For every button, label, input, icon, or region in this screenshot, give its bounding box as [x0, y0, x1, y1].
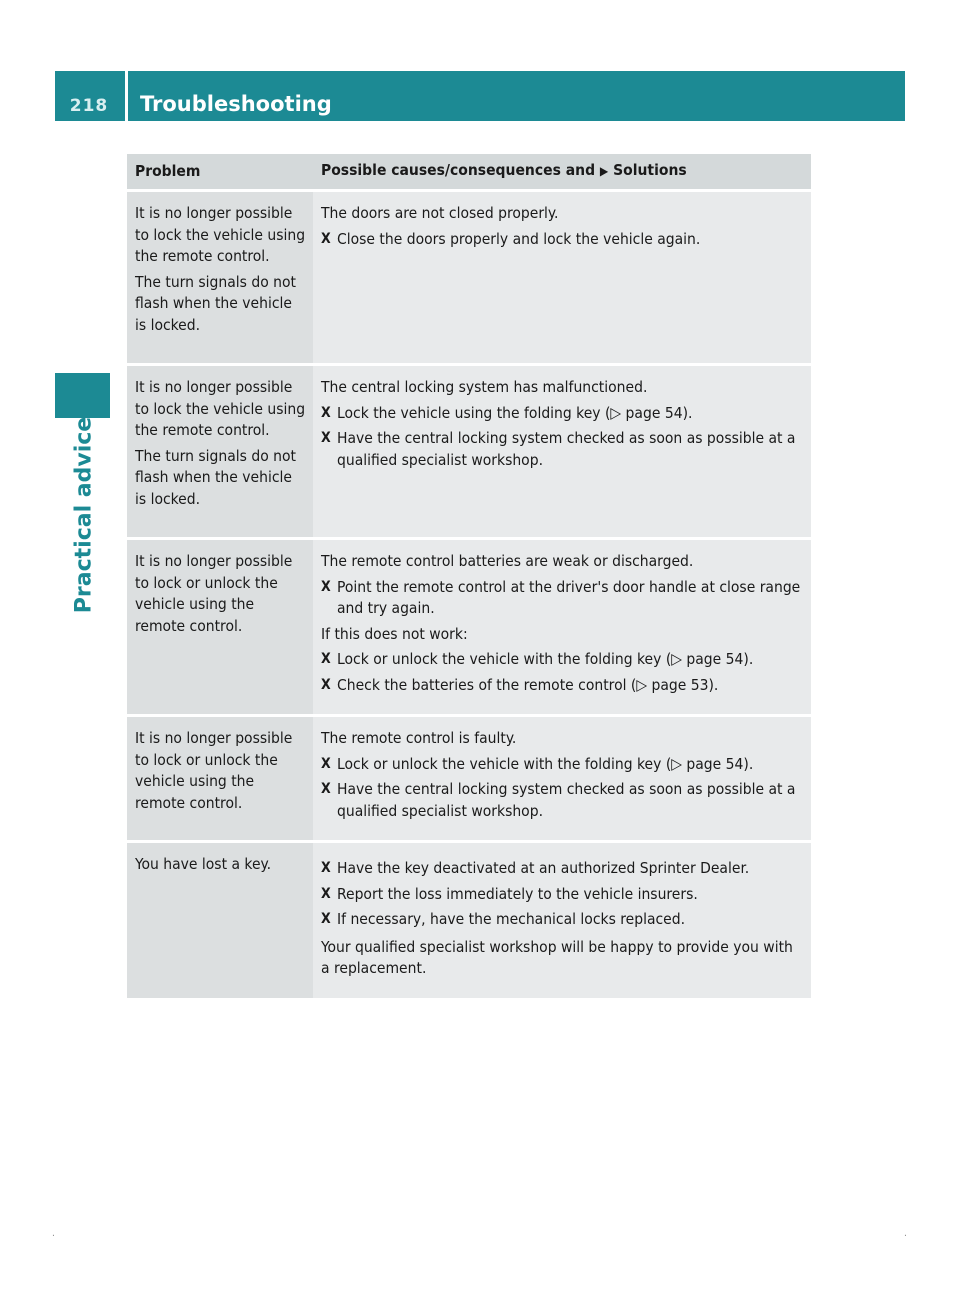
closing-text: Your qualified specialist workshop will be happy to provide you with a replacement.	[321, 937, 793, 977]
header-problem	[127, 154, 313, 191]
solution-step	[321, 577, 805, 620]
header-problem-label: Problem	[135, 161, 201, 180]
header-divider	[125, 71, 128, 121]
section-title: Troubleshooting	[140, 92, 332, 116]
troubleshooting-table	[127, 154, 811, 1001]
step-text: If necessary, have the mechanical locks replaced.	[337, 910, 686, 928]
table-header-row	[127, 154, 811, 191]
note-text: If this does not work:	[321, 624, 468, 643]
solution-step	[321, 649, 805, 671]
problem-cell	[127, 842, 313, 1000]
solution-step	[321, 858, 805, 880]
solution-cell	[313, 365, 811, 539]
play-arrow-icon: ▶	[599, 164, 609, 179]
solution-step	[321, 909, 805, 931]
problem-text: It is no longer possible to lock the vehicle using the remote control.	[135, 378, 306, 439]
step-marker-icon: X	[321, 651, 331, 667]
side-chapter-label	[64, 416, 104, 614]
header-solutions	[313, 154, 811, 191]
step-marker-icon: X	[321, 230, 331, 247]
side-chapter-text: Practical advice	[71, 416, 97, 614]
step-marker-icon: X	[321, 578, 331, 595]
step-text: Lock the vehicle using the folding key (▷ page 54).	[337, 403, 693, 422]
problem-text: It is no longer possible to lock the vehicle using the remote control.	[135, 204, 306, 265]
step-text: Lock or unlock the vehicle with the folding key (▷ page 54).	[337, 754, 754, 773]
solution-cell	[313, 539, 811, 716]
step-marker-icon: X	[321, 911, 331, 927]
table-row	[127, 842, 811, 1000]
step-text: Have the central locking system checked as soon as possible at a qualified specialist workshop.	[337, 429, 796, 469]
step-text: Lock or unlock the vehicle with the folding key (▷ page 54).	[337, 650, 754, 668]
header-solutions-suffix: Solutions	[613, 161, 687, 180]
step-marker-icon: X	[321, 676, 331, 693]
step-text: Check the batteries of the remote control (▷ page 53).	[337, 675, 719, 694]
table-row	[127, 716, 811, 842]
solution-step	[321, 428, 805, 471]
solution-cell	[313, 716, 811, 842]
solution-step	[321, 229, 805, 251]
cause-text: The remote control is faulty.	[321, 729, 517, 747]
problem-text: The turn signals do not flash when the vehicle is locked.	[135, 272, 296, 334]
problem-text: You have lost a key.	[135, 855, 272, 873]
step-text: Close the doors properly and lock the vehicle again.	[337, 229, 701, 248]
step-text: Have the key deactivated at an authorized Sprinter Dealer.	[337, 859, 750, 877]
problem-cell	[127, 539, 313, 716]
solution-cell	[313, 842, 811, 1000]
step-marker-icon: X	[321, 430, 331, 446]
problem-text: It is no longer possible to lock or unlock the vehicle using the remote control.	[135, 729, 293, 812]
step-marker-icon: X	[321, 885, 331, 902]
step-text: Have the central locking system checked as soon as possible at a qualified specialist workshop.	[337, 780, 796, 820]
footer-mark-left: .	[52, 1228, 55, 1239]
problem-cell	[127, 716, 313, 842]
table-row	[127, 191, 811, 365]
solution-step	[321, 779, 805, 822]
solution-step	[321, 675, 805, 697]
side-tab-marker	[55, 373, 110, 418]
solution-step	[321, 403, 805, 425]
step-text: Report the loss immediately to the vehicle insurers.	[337, 884, 698, 903]
cause-text: The central locking system has malfunctioned.	[321, 378, 648, 396]
step-marker-icon: X	[321, 755, 331, 772]
solution-cell	[313, 191, 811, 365]
step-text: Point the remote control at the driver's door handle at close range and try again.	[337, 577, 801, 617]
step-marker-icon: X	[321, 404, 331, 421]
step-marker-icon: X	[321, 781, 331, 797]
cause-text: The remote control batteries are weak or discharged.	[321, 552, 694, 570]
problem-text: The turn signals do not flash when the vehicle is locked.	[135, 446, 296, 508]
page-number: 218	[69, 96, 109, 116]
cause-text: The doors are not closed properly.	[321, 204, 559, 222]
table-row	[127, 365, 811, 539]
problem-cell	[127, 365, 313, 539]
solution-step	[321, 884, 805, 906]
solution-step	[321, 754, 805, 776]
header-solutions-prefix: Possible causes/consequences and	[321, 161, 596, 180]
problem-cell	[127, 191, 313, 365]
step-marker-icon: X	[321, 860, 331, 876]
table-row	[127, 539, 811, 716]
footer-mark-right: .	[904, 1228, 907, 1239]
page-header	[55, 71, 905, 121]
problem-text: It is no longer possible to lock or unlock the vehicle using the remote control.	[135, 552, 293, 635]
